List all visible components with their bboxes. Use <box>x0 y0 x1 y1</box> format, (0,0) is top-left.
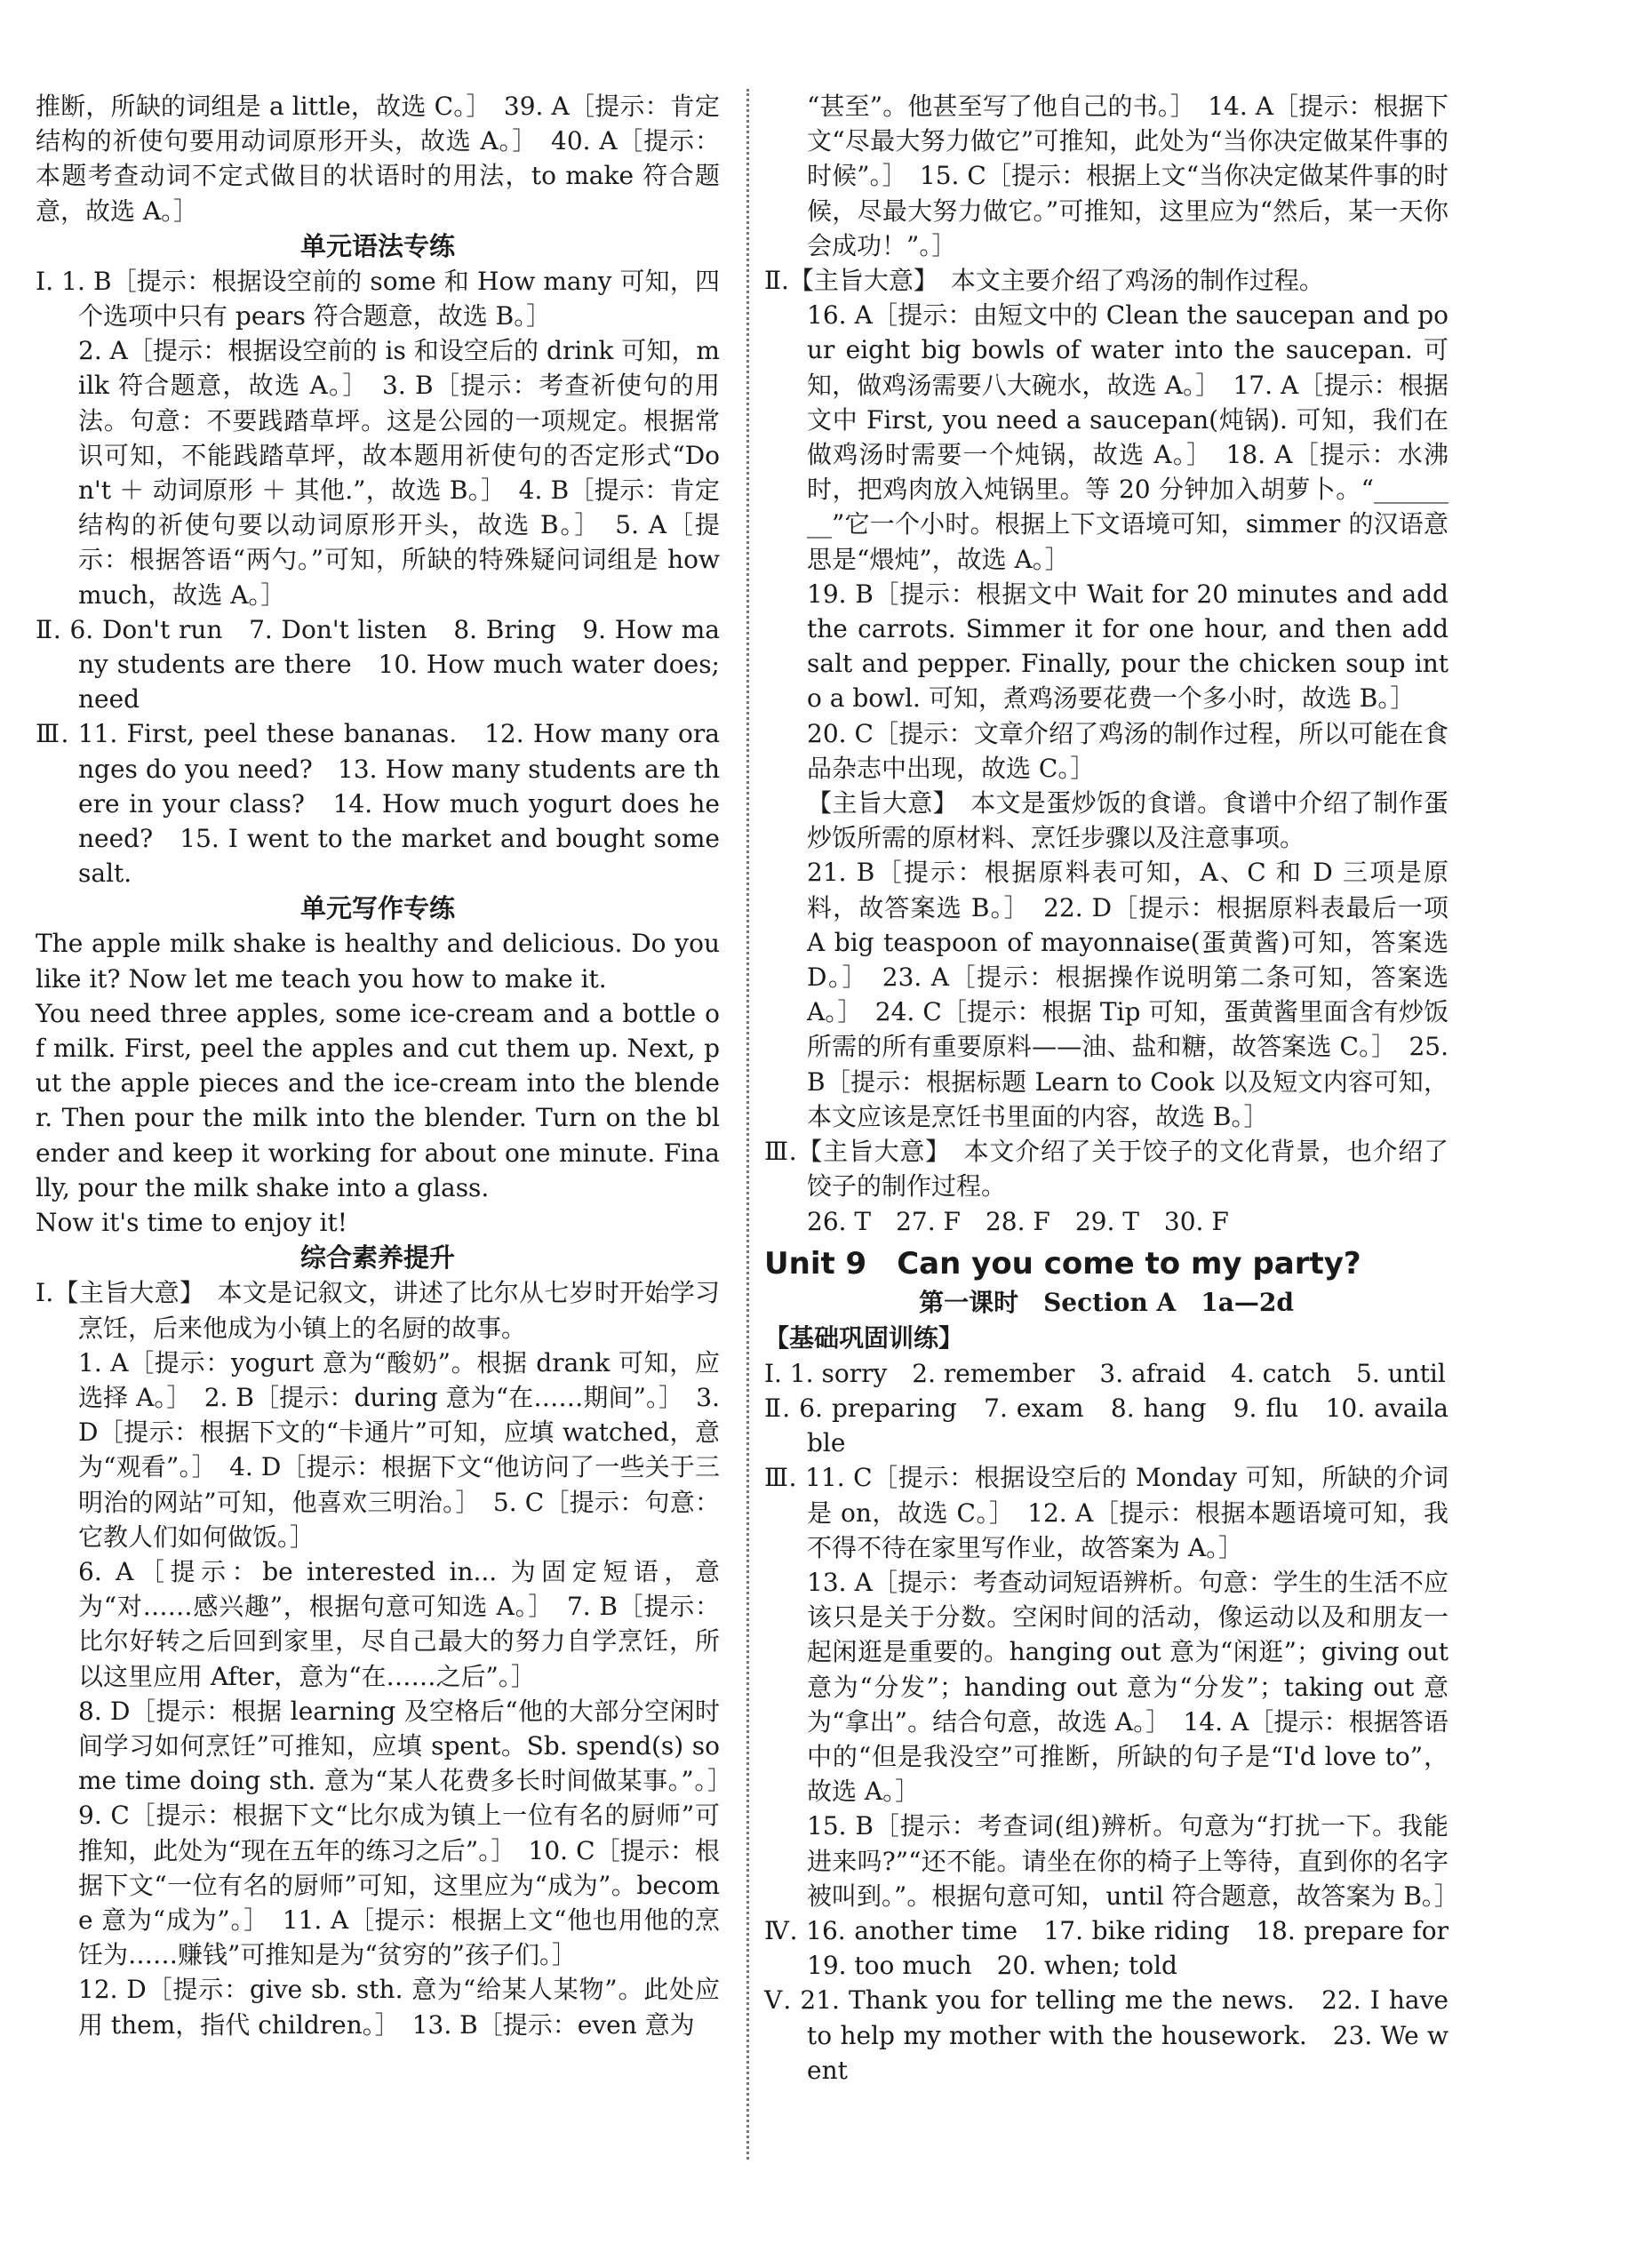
answer-group: Ⅱ. 6. preparing 7. exam 8. hang 9. flu 10. available <box>764 1393 1448 1458</box>
answer-group: Ⅱ.【主旨大意】 本文主要介绍了鸡汤的制作过程。 <box>764 266 1324 296</box>
answer-paragraph: 16. A［提示：由短文中的 Clean the saucepan and pour eight big bowls of water into the saucepan. 可知，做鸡汤需要八大碗水，故选 A。］ 17. A［提示：根据文中 First, you need a saucepan(炖锅). 可知，我们在做鸡汤时需要一个炖锅，故选 A。］ 18. A［提示：水沸时，把鸡肉放入炖锅里。等 20 分钟加入胡萝卜。“________”它一个小时。根据上下文语境可知，simmer 的汉语意思是“煨炖”，故选 A。］ <box>807 300 1448 574</box>
section-heading: 单元语法专练 <box>299 230 455 261</box>
paragraph: Now it's time to enjoy it! <box>36 1208 347 1238</box>
paragraph: The apple milk shake is healthy and delicious. Do you like it? Now let me teach you how to make it. <box>36 929 720 994</box>
answer-paragraph: 6. A［提示：be interested in... 为固定短语，意为“对……感兴趣”，根据句意可知选 A。］ 7. B［提示：比尔好转之后回到家里，尽自己最大的努力自学烹饪，所以这里应用 After，意为“在……之后”。］ <box>78 1556 720 1691</box>
answer-group: Ⅲ.【主旨大意】 本文介绍了关于饺子的文化背景，也介绍了饺子的制作过程。 <box>764 1137 1448 1202</box>
section-tag: 【基础巩固训练】 <box>764 1322 964 1353</box>
answer-paragraph: 【主旨大意】 本文是蛋炒饭的食谱。食谱中介绍了制作蛋炒饭所需的原材料、烹饪步骤以及注意事项。 <box>807 788 1448 853</box>
answer-paragraph: 8. D［提示：根据 learning 及空格后“他的大部分空闲时间学习如何烹饪”可推知，应填 spent。Sb. spend(s) some time doing sth. 意为“某人花费多长时间做某事。”。］ 9. C［提示：根据下文“比尔成为镇上一位有名的厨师”可推知，此处为“现在五年的练习之后”。］ 10. C［提示：根据下文“一位有名的厨师”可知，这里应为“成为”。become 意为“成为”。］ 11. A［提示：根据上文“他也用他的烹饪为……赚钱”可推知是为“贫穷的”孩子们。］ <box>78 1696 746 1970</box>
answer-paragraph: 19. B［提示：根据文中 Wait for 20 minutes and add the carrots. Simmer it for one hour, and then add salt and pepper. Finally, pour the chicken soup into a bowl. 可知，煮鸡汤要花费一个多小时，故选 B。］ <box>807 579 1448 714</box>
answer-group: Ⅲ. 11. First, peel these bananas. 12. How many oranges do you need? 13. How many students are there in your class? 14. How much yogurt does he need? 15. I went to the market and bought some salt. <box>36 719 720 889</box>
answer-group: Ⅱ. 6. Don't run 7. Don't listen 8. Bring 9. How many students are there 10. How much water does; need <box>36 614 720 715</box>
right-column <box>764 89 1474 2088</box>
left-column <box>36 89 746 2042</box>
answer-paragraph: 20. C［提示：文章介绍了鸡汤的制作过程，所以可能在食品杂志中出现，故选 C。］ <box>807 718 1448 783</box>
answer-paragraph: 2. A［提示：根据设空前的 is 和设空后的 drink 可知，milk 符合题意，故选 A。］ 3. B［提示：考查祈使句的用法。句意：不要践踏草坪。这是公园的一项规定。根据常识可知，不能践踏草坪，故本题用祈使句的否定形式“Don't ＋ 动词原形 ＋ 其他.”，故选 B。］ 4. B［提示：肯定结构的祈使句要以动词原形开头，故选 B。］ 5. A［提示：根据答语“两勺。”可知，所缺的特殊疑问词组是 how much，故选 A。］ <box>78 336 720 610</box>
column-divider <box>746 89 749 2160</box>
answer-group: Ⅴ. 21. Thank you for telling me the news. 22. I have to help my mother with the housework. 23. We went <box>764 1985 1448 2085</box>
answer-paragraph: 13. A［提示：考查动词短语辨析。句意：学生的生活不应该只是关于分数。空闲时间的活动，像运动以及和朋友一起闲逛是重要的。hanging out 意为“闲逛”；giving out 意为“分发”；handing out 意为“分发”；taking out 意为“拿出”。结合句意，故选 A。］ 14. A［提示：根据答语中的“但是我没空”可推断，所缺的句子是“I'd love to”，故选 A。］ <box>807 1567 1448 1807</box>
answer-paragraph: 1. A［提示：yogurt 意为“酸奶”。根据 drank 可知，应选择 A。］ 2. B［提示：during 意为“在……期间”。］ 3. D［提示：根据下文的“卡通片”可知，应填 watched，意为“观看”。］ 4. D［提示：根据下文“他访问了一些关于三明治的网站”可知，他喜欢三明治。］ 5. C［提示：句意：它教人们如何做饭。］ <box>78 1347 720 1552</box>
paragraph: 推断，所缺的词组是 a little，故选 C。］ 39. A［提示：肯定结构的祈使句要用动词原形开头，故选 A。］ 40. A［提示：本题考查动词不定式做目的状语时的用法，to make 符合题意，故选 A。］ <box>36 92 720 226</box>
answer-paragraph: 15. B［提示：考查词(组)辨析。句意为“打扰一下。我能进来吗?”“还不能。请坐在你的椅子上等待，直到你的名字被叫到。”。根据句意可知，until 符合题意，故答案为 B。］ <box>807 1811 1459 1911</box>
answer-paragraph: 12. D［提示：give sb. sth. 意为“给某人某物”。此处应用 them，指代 children。］ 13. B［提示：even 意为 <box>78 1975 720 2040</box>
section-heading: 单元写作专练 <box>299 893 455 924</box>
lesson-subtitle: 第一课时 Section A 1a—2d <box>919 1287 1294 1317</box>
section-heading: 综合素养提升 <box>299 1242 455 1274</box>
answer-group: Ⅰ. 1. B［提示：根据设空前的 some 和 How many 可知，四个选项中只有 pears 符合题意，故选 B。］ <box>36 266 720 331</box>
paragraph: You need three apples, some ice-cream and a bottle of milk. First, peel the apples and cut them up. Next, put the apple pieces and the ice-cream into the blender. Then pour the milk into the blender. Turn on the blender and keep it working for about one minute. Finally, pour the milk shake into a glass. <box>36 998 720 1202</box>
answer-group: Ⅳ. 16. another time 17. bike riding 18. prepare for 19. too much 20. when; told <box>764 1915 1474 1981</box>
answer-paragraph: 21. B［提示：根据原料表可知，A、C 和 D 三项是原料，故答案选 B。］ 22. D［提示：根据原料表最后一项 A big teaspoon of mayonnaise(蛋黄酱)可知，答案选 D。］ 23. A［提示：根据操作说明第二条可知，答案选 A。］ 24. C［提示：根据 Tip 可知，蛋黄酱里面含有炒饭所需的所有重要原料——油、盐和糖，故答案选 C。］ 25. B［提示：根据标题 Learn to Cook 以及短文内容可知，本文应该是烹饪书里面的内容，故选 B。］ <box>807 858 1448 1131</box>
answer-group: Ⅰ.【主旨大意】 本文是记叙文，讲述了比尔从七岁时开始学习烹饪，后来他成为小镇上的名厨的故事。 <box>36 1278 720 1343</box>
answer-group: Ⅲ. 11. C［提示：根据设空后的 Monday 可知，所缺的介词是 on，故选 C。］ 12. A［提示：根据本题语境可知，我不得不待在家里写作业，故答案为 A。］ <box>764 1463 1448 1562</box>
answer-paragraph: “甚至”。他甚至写了他自己的书。］ 14. A［提示：根据下文“尽最大努力做它”可推知，此处为“当你决定做某件事的时候”。］ 15. C［提示：根据上文“当你决定做某件事的时候，尽最大努力做它。”可推知，这里应为“然后，某一天你会成功！”。］ <box>807 92 1448 260</box>
unit-title: Unit 9 Can you come to my party? <box>764 1245 1361 1282</box>
answer-paragraph: 26. T 27. F 28. F 29. T 30. F <box>807 1206 1229 1236</box>
answer-group: Ⅰ. 1. sorry 2. remember 3. afraid 4. catch 5. until <box>764 1358 1446 1388</box>
